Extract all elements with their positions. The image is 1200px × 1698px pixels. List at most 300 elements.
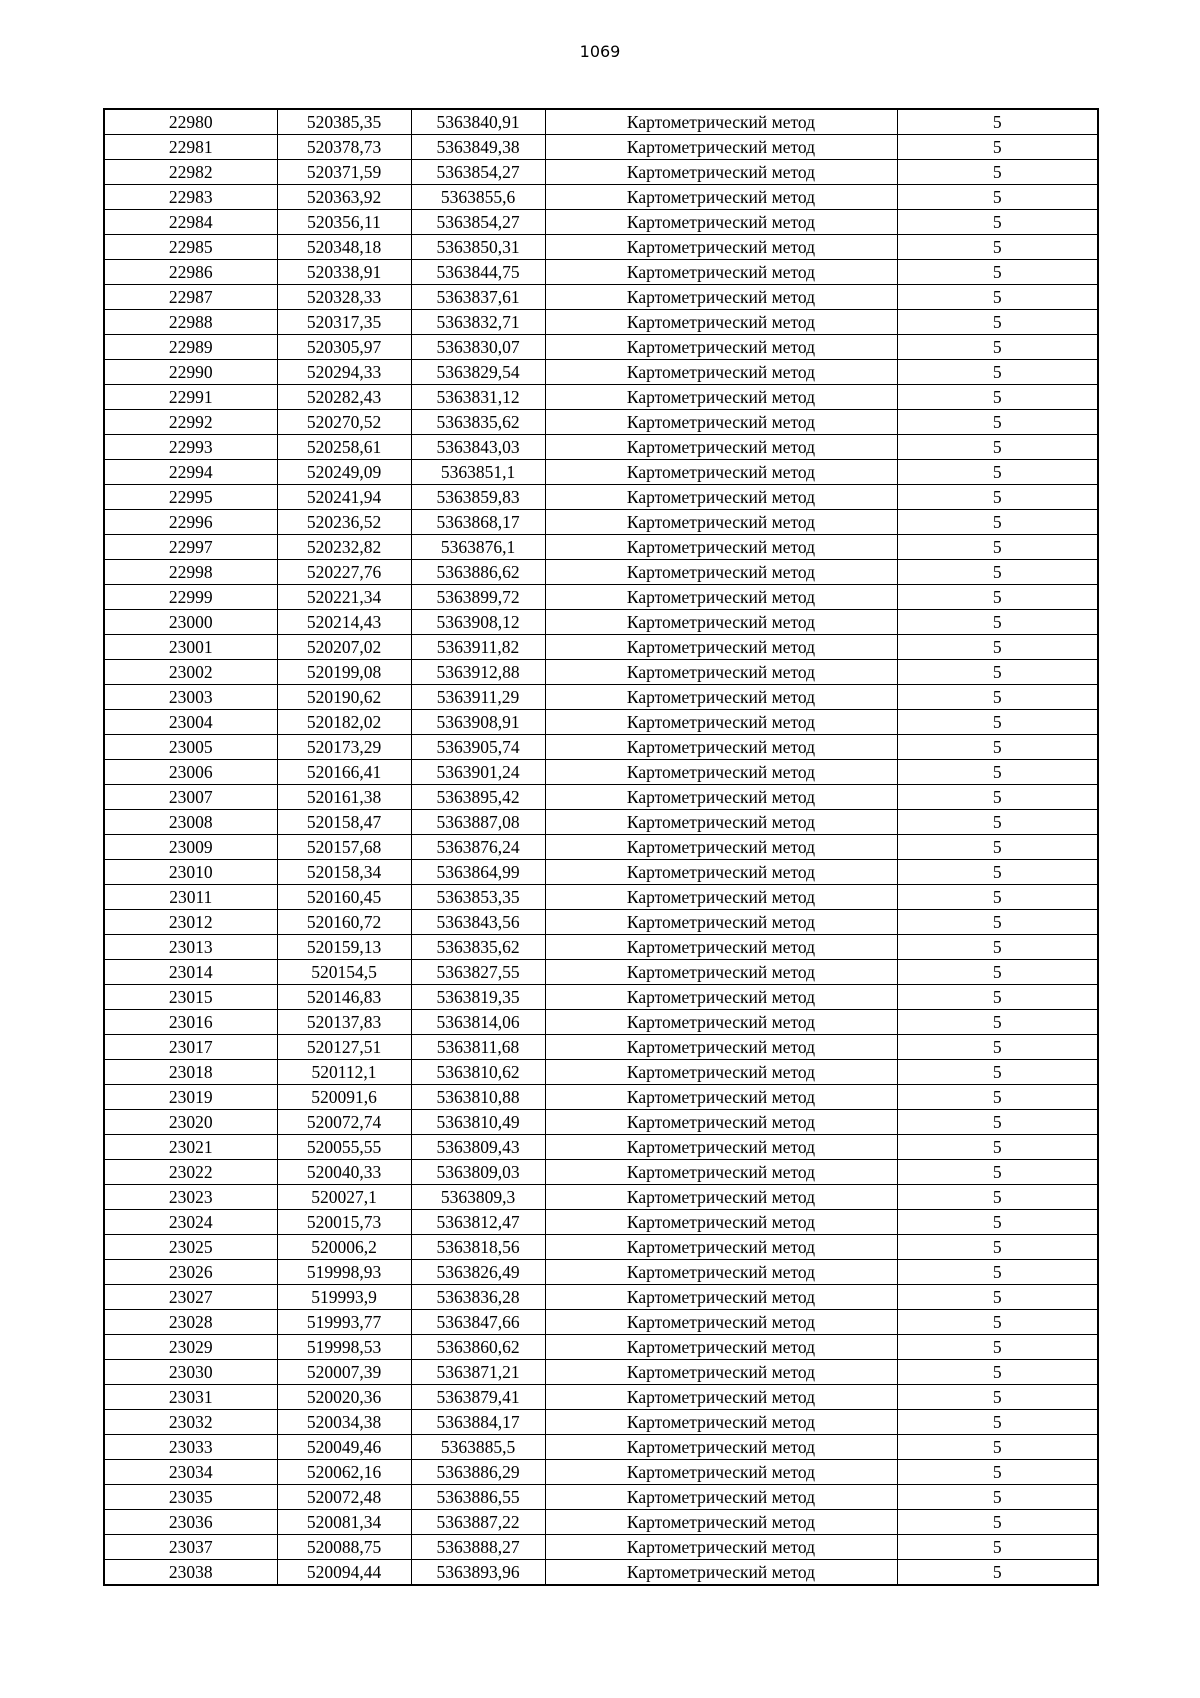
- y-coordinate-cell: 5363814,06: [411, 1010, 545, 1035]
- x-coordinate-cell: 520159,13: [277, 935, 411, 960]
- accuracy-cell: 5: [897, 960, 1098, 985]
- y-coordinate-cell: 5363843,56: [411, 910, 545, 935]
- point-number-cell: 23008: [104, 810, 277, 835]
- point-number-cell: 23003: [104, 685, 277, 710]
- point-number-cell: 23005: [104, 735, 277, 760]
- table-row: [104, 1235, 1098, 1260]
- y-coordinate-cell: 5363905,74: [411, 735, 545, 760]
- page-number: 1069: [579, 42, 621, 61]
- y-coordinate-cell: 5363886,29: [411, 1460, 545, 1485]
- point-number-cell: 23010: [104, 860, 277, 885]
- point-number-cell: 23016: [104, 1010, 277, 1035]
- point-number-cell: 22982: [104, 160, 277, 185]
- table-row: [104, 1310, 1098, 1335]
- x-coordinate-cell: 520317,35: [277, 310, 411, 335]
- accuracy-cell: 5: [897, 910, 1098, 935]
- table-row: [104, 510, 1098, 535]
- method-cell: Картометрический метод: [545, 510, 897, 535]
- point-number-cell: 23032: [104, 1410, 277, 1435]
- method-cell: Картометрический метод: [545, 735, 897, 760]
- table-row: [104, 610, 1098, 635]
- y-coordinate-cell: 5363859,83: [411, 485, 545, 510]
- x-coordinate-cell: 520282,43: [277, 385, 411, 410]
- x-coordinate-cell: 520020,36: [277, 1385, 411, 1410]
- point-number-cell: 23007: [104, 785, 277, 810]
- point-number-cell: 22993: [104, 435, 277, 460]
- method-cell: Картометрический метод: [545, 910, 897, 935]
- x-coordinate-cell: 520294,33: [277, 360, 411, 385]
- accuracy-cell: 5: [897, 235, 1098, 260]
- method-cell: Картометрический метод: [545, 185, 897, 210]
- point-number-cell: 22981: [104, 135, 277, 160]
- y-coordinate-cell: 5363835,62: [411, 935, 545, 960]
- y-coordinate-cell: 5363876,24: [411, 835, 545, 860]
- x-coordinate-cell: 520160,72: [277, 910, 411, 935]
- method-cell: Картометрический метод: [545, 1385, 897, 1410]
- accuracy-cell: 5: [897, 635, 1098, 660]
- table-row: [104, 410, 1098, 435]
- x-coordinate-cell: 520236,52: [277, 510, 411, 535]
- point-number-cell: 23030: [104, 1360, 277, 1385]
- y-coordinate-cell: 5363899,72: [411, 585, 545, 610]
- method-cell: Картометрический метод: [545, 835, 897, 860]
- y-coordinate-cell: 5363876,1: [411, 535, 545, 560]
- table-row: [104, 785, 1098, 810]
- accuracy-cell: 5: [897, 410, 1098, 435]
- coordinates-table-body: [104, 109, 1098, 1585]
- x-coordinate-cell: 520007,39: [277, 1360, 411, 1385]
- y-coordinate-cell: 5363818,56: [411, 1235, 545, 1260]
- x-coordinate-cell: 520305,97: [277, 335, 411, 360]
- method-cell: Картометрический метод: [545, 1410, 897, 1435]
- y-coordinate-cell: 5363885,5: [411, 1435, 545, 1460]
- table-row: [104, 360, 1098, 385]
- method-cell: Картометрический метод: [545, 785, 897, 810]
- x-coordinate-cell: 520034,38: [277, 1410, 411, 1435]
- accuracy-cell: 5: [897, 535, 1098, 560]
- accuracy-cell: 5: [897, 185, 1098, 210]
- y-coordinate-cell: 5363860,62: [411, 1335, 545, 1360]
- method-cell: Картометрический метод: [545, 1235, 897, 1260]
- point-number-cell: 22985: [104, 235, 277, 260]
- method-cell: Картометрический метод: [545, 1185, 897, 1210]
- y-coordinate-cell: 5363840,91: [411, 109, 545, 135]
- table-row: [104, 535, 1098, 560]
- method-cell: Картометрический метод: [545, 235, 897, 260]
- point-number-cell: 23023: [104, 1185, 277, 1210]
- table-row: [104, 1160, 1098, 1185]
- accuracy-cell: 5: [897, 1460, 1098, 1485]
- x-coordinate-cell: 520154,5: [277, 960, 411, 985]
- table-row: [104, 335, 1098, 360]
- method-cell: Картометрический метод: [545, 985, 897, 1010]
- x-coordinate-cell: 520348,18: [277, 235, 411, 260]
- table-row: [104, 1085, 1098, 1110]
- table-row: [104, 985, 1098, 1010]
- accuracy-cell: 5: [897, 109, 1098, 135]
- x-coordinate-cell: 520006,2: [277, 1235, 411, 1260]
- method-cell: Картометрический метод: [545, 710, 897, 735]
- table-row: [104, 1010, 1098, 1035]
- table-row: [104, 835, 1098, 860]
- accuracy-cell: 5: [897, 1560, 1098, 1586]
- point-number-cell: 23025: [104, 1235, 277, 1260]
- y-coordinate-cell: 5363908,12: [411, 610, 545, 635]
- method-cell: Картометрический метод: [545, 1135, 897, 1160]
- y-coordinate-cell: 5363830,07: [411, 335, 545, 360]
- accuracy-cell: 5: [897, 1510, 1098, 1535]
- x-coordinate-cell: 520241,94: [277, 485, 411, 510]
- point-number-cell: 22999: [104, 585, 277, 610]
- x-coordinate-cell: 520232,82: [277, 535, 411, 560]
- table-row: [104, 735, 1098, 760]
- method-cell: Картометрический метод: [545, 960, 897, 985]
- point-number-cell: 23021: [104, 1135, 277, 1160]
- method-cell: Картометрический метод: [545, 360, 897, 385]
- accuracy-cell: 5: [897, 1085, 1098, 1110]
- accuracy-cell: 5: [897, 435, 1098, 460]
- point-number-cell: 23027: [104, 1285, 277, 1310]
- method-cell: Картометрический метод: [545, 810, 897, 835]
- accuracy-cell: 5: [897, 1160, 1098, 1185]
- table-row: [104, 1410, 1098, 1435]
- accuracy-cell: 5: [897, 1360, 1098, 1385]
- point-number-cell: 23011: [104, 885, 277, 910]
- x-coordinate-cell: 520158,34: [277, 860, 411, 885]
- method-cell: Картометрический метод: [545, 685, 897, 710]
- y-coordinate-cell: 5363837,61: [411, 285, 545, 310]
- method-cell: Картометрический метод: [545, 460, 897, 485]
- point-number-cell: 23006: [104, 760, 277, 785]
- accuracy-cell: 5: [897, 810, 1098, 835]
- x-coordinate-cell: 520249,09: [277, 460, 411, 485]
- x-coordinate-cell: 520055,55: [277, 1135, 411, 1160]
- table-row: [104, 1460, 1098, 1485]
- method-cell: Картометрический метод: [545, 109, 897, 135]
- x-coordinate-cell: 520214,43: [277, 610, 411, 635]
- accuracy-cell: 5: [897, 1385, 1098, 1410]
- table-row: [104, 1335, 1098, 1360]
- point-number-cell: 23026: [104, 1260, 277, 1285]
- method-cell: Картометрический метод: [545, 585, 897, 610]
- accuracy-cell: 5: [897, 985, 1098, 1010]
- y-coordinate-cell: 5363853,35: [411, 885, 545, 910]
- accuracy-cell: 5: [897, 1235, 1098, 1260]
- method-cell: Картометрический метод: [545, 1285, 897, 1310]
- method-cell: Картометрический метод: [545, 885, 897, 910]
- x-coordinate-cell: 520227,76: [277, 560, 411, 585]
- y-coordinate-cell: 5363827,55: [411, 960, 545, 985]
- accuracy-cell: 5: [897, 1435, 1098, 1460]
- y-coordinate-cell: 5363844,75: [411, 260, 545, 285]
- method-cell: Картометрический метод: [545, 660, 897, 685]
- accuracy-cell: 5: [897, 1310, 1098, 1335]
- table-row: [104, 1535, 1098, 1560]
- x-coordinate-cell: 520378,73: [277, 135, 411, 160]
- method-cell: Картометрический метод: [545, 560, 897, 585]
- x-coordinate-cell: 520127,51: [277, 1035, 411, 1060]
- accuracy-cell: 5: [897, 1535, 1098, 1560]
- point-number-cell: 23036: [104, 1510, 277, 1535]
- table-row: [104, 760, 1098, 785]
- method-cell: Картометрический метод: [545, 1535, 897, 1560]
- table-row: [104, 485, 1098, 510]
- y-coordinate-cell: 5363871,21: [411, 1360, 545, 1385]
- y-coordinate-cell: 5363895,42: [411, 785, 545, 810]
- x-coordinate-cell: 519993,77: [277, 1310, 411, 1335]
- point-number-cell: 22994: [104, 460, 277, 485]
- method-cell: Картометрический метод: [545, 260, 897, 285]
- method-cell: Картометрический метод: [545, 335, 897, 360]
- accuracy-cell: 5: [897, 860, 1098, 885]
- method-cell: Картометрический метод: [545, 435, 897, 460]
- y-coordinate-cell: 5363819,35: [411, 985, 545, 1010]
- point-number-cell: 23002: [104, 660, 277, 685]
- table-row: [104, 1560, 1098, 1586]
- y-coordinate-cell: 5363826,49: [411, 1260, 545, 1285]
- method-cell: Картометрический метод: [545, 1360, 897, 1385]
- method-cell: Картометрический метод: [545, 1460, 897, 1485]
- table-row: [104, 1035, 1098, 1060]
- x-coordinate-cell: 520338,91: [277, 260, 411, 285]
- method-cell: Картометрический метод: [545, 635, 897, 660]
- x-coordinate-cell: 520015,73: [277, 1210, 411, 1235]
- accuracy-cell: 5: [897, 335, 1098, 360]
- table-row: [104, 285, 1098, 310]
- x-coordinate-cell: 520157,68: [277, 835, 411, 860]
- x-coordinate-cell: 520094,44: [277, 1560, 411, 1586]
- accuracy-cell: 5: [897, 1135, 1098, 1160]
- accuracy-cell: 5: [897, 310, 1098, 335]
- y-coordinate-cell: 5363868,17: [411, 510, 545, 535]
- point-number-cell: 23009: [104, 835, 277, 860]
- point-number-cell: 23013: [104, 935, 277, 960]
- method-cell: Картометрический метод: [545, 1085, 897, 1110]
- y-coordinate-cell: 5363884,17: [411, 1410, 545, 1435]
- table-row: [104, 1210, 1098, 1235]
- y-coordinate-cell: 5363901,24: [411, 760, 545, 785]
- table-row: [104, 635, 1098, 660]
- point-number-cell: 23035: [104, 1485, 277, 1510]
- method-cell: Картометрический метод: [545, 135, 897, 160]
- method-cell: Картометрический метод: [545, 1510, 897, 1535]
- method-cell: Картометрический метод: [545, 410, 897, 435]
- x-coordinate-cell: 520270,52: [277, 410, 411, 435]
- table-row: [104, 135, 1098, 160]
- y-coordinate-cell: 5363887,22: [411, 1510, 545, 1535]
- accuracy-cell: 5: [897, 285, 1098, 310]
- method-cell: Картометрический метод: [545, 1560, 897, 1586]
- x-coordinate-cell: 520166,41: [277, 760, 411, 785]
- point-number-cell: 23020: [104, 1110, 277, 1135]
- accuracy-cell: 5: [897, 1035, 1098, 1060]
- y-coordinate-cell: 5363879,41: [411, 1385, 545, 1410]
- table-row: [104, 1360, 1098, 1385]
- point-number-cell: 23012: [104, 910, 277, 935]
- accuracy-cell: 5: [897, 835, 1098, 860]
- accuracy-cell: 5: [897, 560, 1098, 585]
- x-coordinate-cell: 520160,45: [277, 885, 411, 910]
- y-coordinate-cell: 5363831,12: [411, 385, 545, 410]
- y-coordinate-cell: 5363850,31: [411, 235, 545, 260]
- x-coordinate-cell: 520027,1: [277, 1185, 411, 1210]
- point-number-cell: 22996: [104, 510, 277, 535]
- method-cell: Картометрический метод: [545, 1485, 897, 1510]
- table-row: [104, 810, 1098, 835]
- table-row: [104, 885, 1098, 910]
- method-cell: Картометрический метод: [545, 1010, 897, 1035]
- x-coordinate-cell: 520062,16: [277, 1460, 411, 1485]
- point-number-cell: 22995: [104, 485, 277, 510]
- accuracy-cell: 5: [897, 260, 1098, 285]
- point-number-cell: 23000: [104, 610, 277, 635]
- method-cell: Картометрический метод: [545, 1310, 897, 1335]
- accuracy-cell: 5: [897, 885, 1098, 910]
- table-row: [104, 185, 1098, 210]
- method-cell: Картометрический метод: [545, 160, 897, 185]
- accuracy-cell: 5: [897, 1110, 1098, 1135]
- point-number-cell: 22980: [104, 109, 277, 135]
- accuracy-cell: 5: [897, 1060, 1098, 1085]
- point-number-cell: 22983: [104, 185, 277, 210]
- table-row: [104, 1385, 1098, 1410]
- method-cell: Картометрический метод: [545, 210, 897, 235]
- method-cell: Картометрический метод: [545, 935, 897, 960]
- method-cell: Картометрический метод: [545, 1110, 897, 1135]
- y-coordinate-cell: 5363911,82: [411, 635, 545, 660]
- accuracy-cell: 5: [897, 385, 1098, 410]
- y-coordinate-cell: 5363810,49: [411, 1110, 545, 1135]
- point-number-cell: 23015: [104, 985, 277, 1010]
- accuracy-cell: 5: [897, 1285, 1098, 1310]
- y-coordinate-cell: 5363886,62: [411, 560, 545, 585]
- accuracy-cell: 5: [897, 1260, 1098, 1285]
- x-coordinate-cell: 520112,1: [277, 1060, 411, 1085]
- y-coordinate-cell: 5363847,66: [411, 1310, 545, 1335]
- table-row: [104, 109, 1098, 135]
- accuracy-cell: 5: [897, 1410, 1098, 1435]
- method-cell: Картометрический метод: [545, 285, 897, 310]
- y-coordinate-cell: 5363855,6: [411, 185, 545, 210]
- x-coordinate-cell: 520258,61: [277, 435, 411, 460]
- coordinates-table: [103, 108, 1099, 1586]
- y-coordinate-cell: 5363893,96: [411, 1560, 545, 1586]
- accuracy-cell: 5: [897, 1010, 1098, 1035]
- x-coordinate-cell: 520190,62: [277, 685, 411, 710]
- accuracy-cell: 5: [897, 935, 1098, 960]
- y-coordinate-cell: 5363836,28: [411, 1285, 545, 1310]
- x-coordinate-cell: 520182,02: [277, 710, 411, 735]
- accuracy-cell: 5: [897, 1210, 1098, 1235]
- accuracy-cell: 5: [897, 685, 1098, 710]
- x-coordinate-cell: 520091,6: [277, 1085, 411, 1110]
- x-coordinate-cell: 519998,93: [277, 1260, 411, 1285]
- method-cell: Картометрический метод: [545, 760, 897, 785]
- table-row: [104, 160, 1098, 185]
- y-coordinate-cell: 5363854,27: [411, 160, 545, 185]
- accuracy-cell: 5: [897, 485, 1098, 510]
- accuracy-cell: 5: [897, 760, 1098, 785]
- accuracy-cell: 5: [897, 360, 1098, 385]
- table-row: [104, 1135, 1098, 1160]
- x-coordinate-cell: 520088,75: [277, 1535, 411, 1560]
- table-row: [104, 310, 1098, 335]
- point-number-cell: 23029: [104, 1335, 277, 1360]
- accuracy-cell: 5: [897, 710, 1098, 735]
- table-row: [104, 460, 1098, 485]
- x-coordinate-cell: 520385,35: [277, 109, 411, 135]
- accuracy-cell: 5: [897, 210, 1098, 235]
- y-coordinate-cell: 5363829,54: [411, 360, 545, 385]
- point-number-cell: 23033: [104, 1435, 277, 1460]
- point-number-cell: 22986: [104, 260, 277, 285]
- point-number-cell: 22991: [104, 385, 277, 410]
- table-row: [104, 860, 1098, 885]
- y-coordinate-cell: 5363809,3: [411, 1185, 545, 1210]
- point-number-cell: 22989: [104, 335, 277, 360]
- method-cell: Картометрический метод: [545, 860, 897, 885]
- point-number-cell: 23028: [104, 1310, 277, 1335]
- x-coordinate-cell: 520207,02: [277, 635, 411, 660]
- x-coordinate-cell: 520173,29: [277, 735, 411, 760]
- table-row: [104, 1485, 1098, 1510]
- x-coordinate-cell: 520371,59: [277, 160, 411, 185]
- point-number-cell: 22997: [104, 535, 277, 560]
- table-row: [104, 235, 1098, 260]
- table-row: [104, 1435, 1098, 1460]
- x-coordinate-cell: 520146,83: [277, 985, 411, 1010]
- x-coordinate-cell: 520221,34: [277, 585, 411, 610]
- table-row: [104, 560, 1098, 585]
- point-number-cell: 23019: [104, 1085, 277, 1110]
- x-coordinate-cell: 519998,53: [277, 1335, 411, 1360]
- accuracy-cell: 5: [897, 135, 1098, 160]
- x-coordinate-cell: 520081,34: [277, 1510, 411, 1535]
- x-coordinate-cell: 520356,11: [277, 210, 411, 235]
- point-number-cell: 23031: [104, 1385, 277, 1410]
- point-number-cell: 22987: [104, 285, 277, 310]
- accuracy-cell: 5: [897, 1335, 1098, 1360]
- accuracy-cell: 5: [897, 585, 1098, 610]
- method-cell: Картометрический метод: [545, 1335, 897, 1360]
- point-number-cell: 22990: [104, 360, 277, 385]
- point-number-cell: 22984: [104, 210, 277, 235]
- x-coordinate-cell: 520363,92: [277, 185, 411, 210]
- table-row: [104, 1260, 1098, 1285]
- point-number-cell: 23022: [104, 1160, 277, 1185]
- y-coordinate-cell: 5363888,27: [411, 1535, 545, 1560]
- table-row: [104, 435, 1098, 460]
- method-cell: Картометрический метод: [545, 1260, 897, 1285]
- y-coordinate-cell: 5363810,88: [411, 1085, 545, 1110]
- table-row: [104, 935, 1098, 960]
- x-coordinate-cell: 520040,33: [277, 1160, 411, 1185]
- point-number-cell: 23014: [104, 960, 277, 985]
- x-coordinate-cell: 519993,9: [277, 1285, 411, 1310]
- x-coordinate-cell: 520161,38: [277, 785, 411, 810]
- x-coordinate-cell: 520049,46: [277, 1435, 411, 1460]
- point-number-cell: 23024: [104, 1210, 277, 1235]
- method-cell: Картометрический метод: [545, 485, 897, 510]
- accuracy-cell: 5: [897, 460, 1098, 485]
- y-coordinate-cell: 5363886,55: [411, 1485, 545, 1510]
- y-coordinate-cell: 5363911,29: [411, 685, 545, 710]
- y-coordinate-cell: 5363832,71: [411, 310, 545, 335]
- table-row: [104, 910, 1098, 935]
- point-number-cell: 23017: [104, 1035, 277, 1060]
- accuracy-cell: 5: [897, 735, 1098, 760]
- table-row: [104, 260, 1098, 285]
